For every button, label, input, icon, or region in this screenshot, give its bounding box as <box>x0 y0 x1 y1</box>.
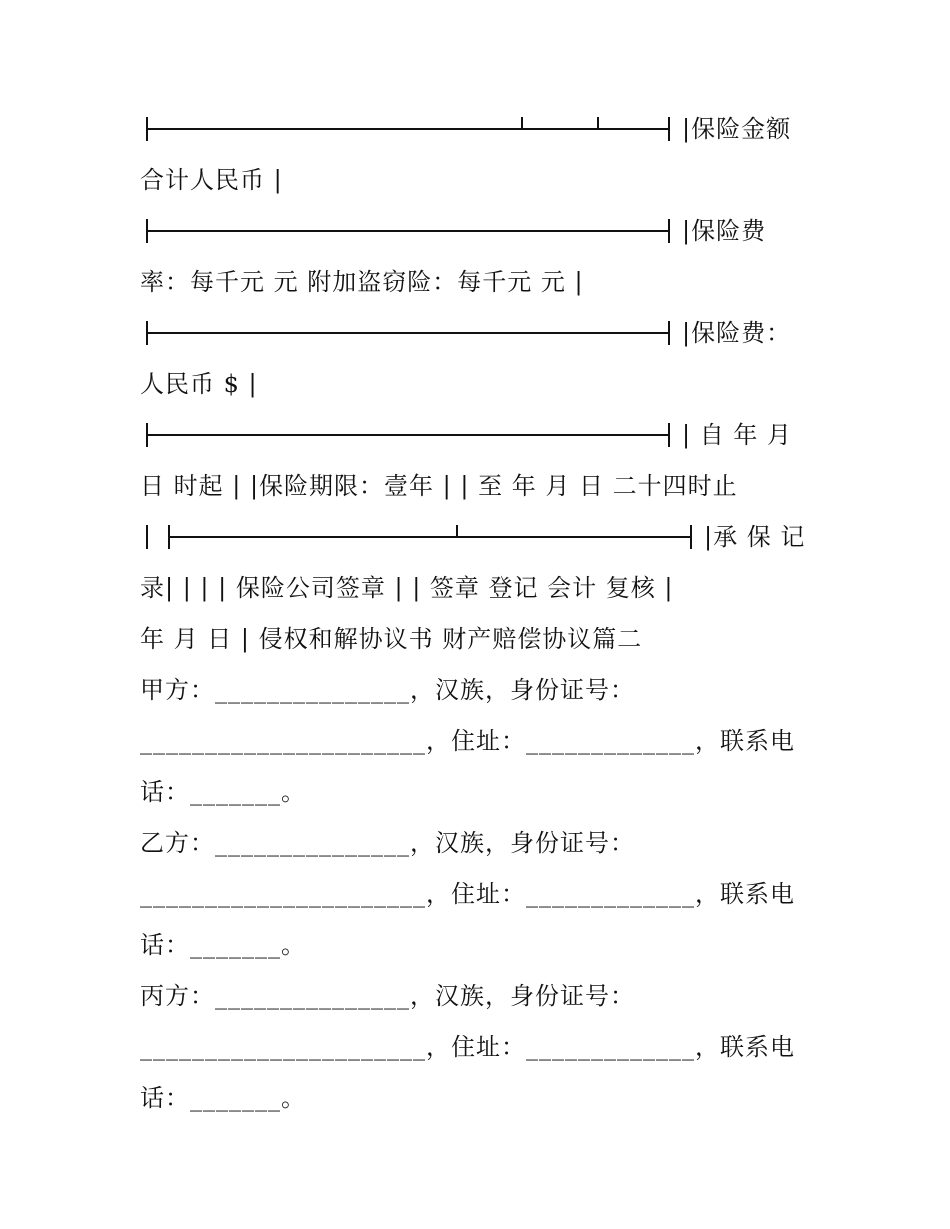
line-text: 年 月 日 | 侵权和解协议书 财产赔偿协议篇二 <box>140 625 643 653</box>
line-text: 率：每千元 元 附加盗窃险：每千元 元 | <box>140 268 584 296</box>
document-line <box>140 716 820 767</box>
rule-tick <box>146 219 148 243</box>
line-text: 话：_______。 <box>140 931 306 959</box>
line-text: 丙方：_______________，汉族，身份证号： <box>140 982 635 1010</box>
document-line <box>140 818 820 869</box>
line-text: |保险金额 <box>682 115 792 143</box>
document-line <box>140 359 820 410</box>
line-text: 合计人民币 | <box>140 166 283 194</box>
rule-tick <box>597 117 599 129</box>
document-line <box>140 614 820 665</box>
line-text: ______________________，住址：_____________，联系电 <box>140 880 795 908</box>
document-line <box>140 767 820 818</box>
rule-tick <box>668 423 670 447</box>
document-line <box>140 461 820 512</box>
line-text: 录| | | | 保险公司签章 | | 签章 登记 会计 复核 | <box>140 574 674 602</box>
rule-tick <box>521 117 523 129</box>
document-line <box>140 308 820 359</box>
rule-tick <box>146 321 148 345</box>
table-border-rule <box>146 219 670 243</box>
rule-tick <box>146 423 148 447</box>
line-text: | 自 年 月 <box>682 421 792 449</box>
line-text: 话：_______。 <box>140 1084 306 1112</box>
document-line <box>140 665 820 716</box>
line-text: ______________________，住址：_____________，联系电 <box>140 727 795 755</box>
rule-tick <box>668 321 670 345</box>
document-line <box>140 512 820 563</box>
document-line <box>140 971 820 1022</box>
line-text: 日 时起 | |保险期限：壹年 | | 至 年 月 日 二十四时止 <box>140 472 738 500</box>
document-line <box>140 155 820 206</box>
rule-tick <box>690 525 692 549</box>
document-line <box>140 869 820 920</box>
document-line <box>140 563 820 614</box>
line-text: |保险费： <box>682 319 792 347</box>
document-line <box>140 410 820 461</box>
document-line <box>140 206 820 257</box>
rule-tick <box>146 525 148 549</box>
line-text: |承 保 记 <box>704 523 806 551</box>
document-line <box>140 104 820 155</box>
line-text: 乙方：_______________，汉族，身份证号： <box>140 829 635 857</box>
line-text: 甲方：_______________，汉族，身份证号： <box>140 676 635 704</box>
document-line <box>140 1073 820 1124</box>
rule-tick <box>146 117 148 141</box>
document-line <box>140 1022 820 1073</box>
line-text: 话：_______。 <box>140 778 306 806</box>
document-line <box>140 920 820 971</box>
table-border-rule <box>146 423 670 447</box>
rule-tick <box>456 525 458 537</box>
line-text: |保险费 <box>682 217 767 245</box>
rule-tick <box>168 525 170 549</box>
table-border-rule <box>146 321 670 345</box>
rule-tick <box>668 219 670 243</box>
rule-tick <box>668 117 670 141</box>
table-border-rule <box>146 117 670 141</box>
table-border-rule <box>168 525 692 549</box>
line-text: 人民币 $ | <box>140 370 258 398</box>
document-line <box>140 257 820 308</box>
line-text: ______________________，住址：_____________，联系电 <box>140 1033 795 1061</box>
